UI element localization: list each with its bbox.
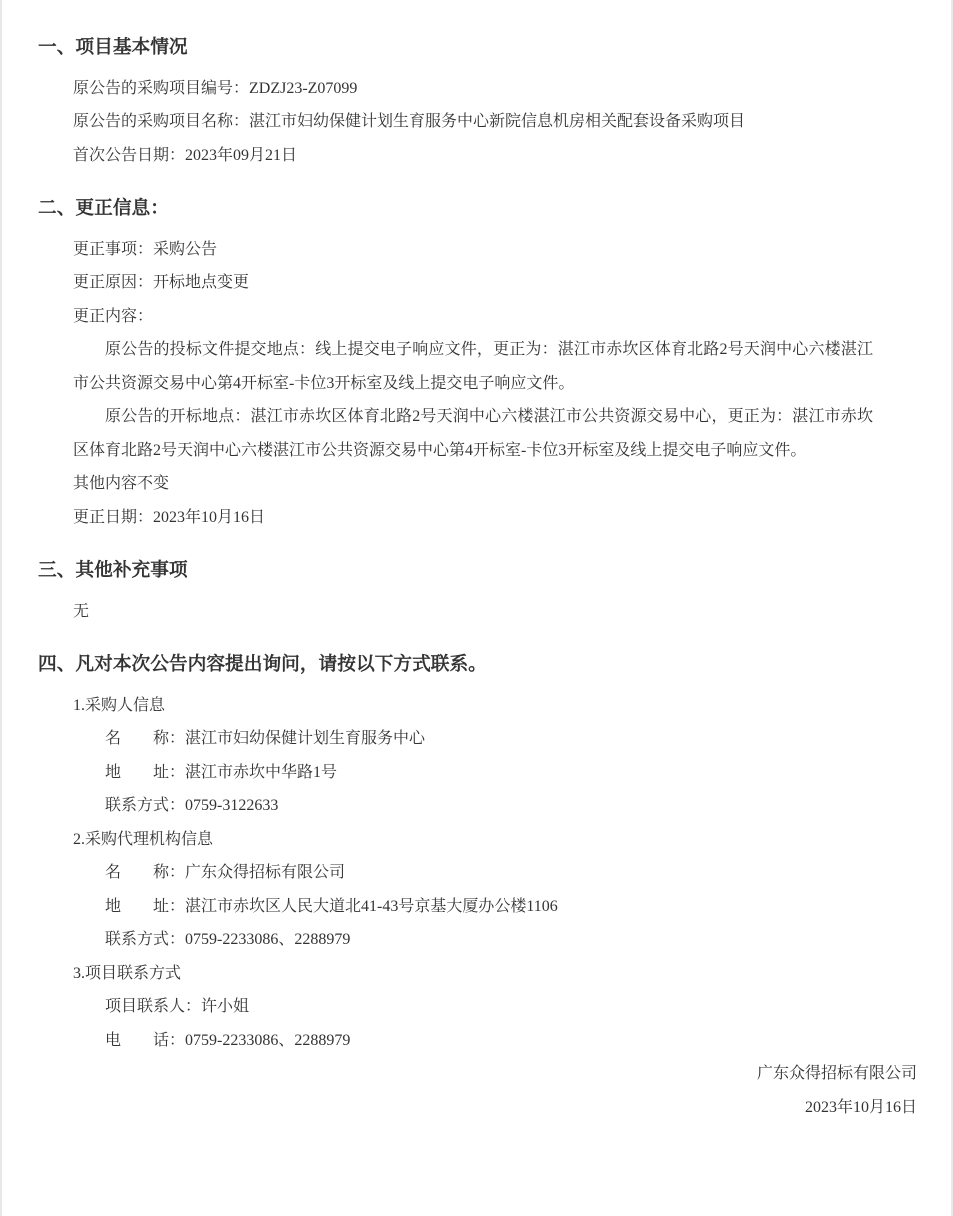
footer-date: 2023年10月16日	[804, 1098, 917, 1116]
original-project-code: 原公告的采购项目编号：ZDZJ23-Z07099	[73, 79, 358, 97]
section-4-heading: 四、凡对本次公告内容提出询问，请按以下方式联系。	[38, 654, 487, 675]
project-contact-phone: 电 话：0759-2233086、2288979	[105, 1031, 351, 1049]
footer-company: 广东众得招标有限公司	[756, 1065, 917, 1082]
purchaser-name: 名 称：湛江市妇幼保健计划生育服务中心	[105, 730, 426, 747]
correction-content-label: 更正内容：	[73, 307, 154, 325]
section-3-heading: 三、其他补充事项	[38, 560, 188, 581]
agency-address: 地 址：湛江市赤坎区人民大道北41-43号京基大厦办公楼1106	[105, 897, 558, 915]
other-content-unchanged: 其他内容不变	[73, 475, 170, 492]
signature-block	[38, 1057, 917, 1124]
correction-reason: 更正原因：开标地点变更	[73, 274, 250, 291]
purchaser-address: 地 址：湛江市赤坎中华路1号	[105, 763, 338, 781]
purchaser-info-title: 1.采购人信息	[73, 696, 166, 714]
section-2-heading: 二、更正信息：	[38, 198, 169, 219]
first-announcement-date: 首次公告日期：2023年09月21日	[73, 146, 298, 164]
correction-date: 更正日期：2023年10月16日	[73, 508, 266, 526]
supplementary-none: 无	[73, 602, 90, 620]
correction-paragraph-submission-location: 原公告的投标文件提交地点：线上提交电子响应文件，更正为：湛江市赤坎区体育北路2号天润中心六楼湛江市公共资源交易中心第4开标室-卡位3开标室及线上提交电子响应文件。	[73, 341, 873, 392]
original-project-name: 原公告的采购项目名称：湛江市妇幼保健计划生育服务中心新院信息机房相关配套设备采购项目	[73, 113, 746, 130]
correction-paragraph-bid-opening-location: 原公告的开标地点：湛江市赤坎区体育北路2号天润中心六楼湛江市公共资源交易中心，更正为：湛江市赤坎区体育北路2号天润中心六楼湛江市公共资源交易中心第4开标室-卡位3开标室及线上提交电子响应文件。	[73, 408, 873, 459]
purchaser-contact: 联系方式：0759-3122633	[105, 797, 279, 814]
correction-item: 更正事项：采购公告	[73, 240, 218, 258]
agency-name: 名 称：广东众得招标有限公司	[105, 864, 346, 881]
agency-contact: 联系方式：0759-2233086、2288979	[105, 931, 351, 948]
section-1-heading: 一、项目基本情况	[38, 37, 188, 58]
project-contact-person: 项目联系人：许小姐	[105, 998, 250, 1015]
agency-info-title: 2.采购代理机构信息	[73, 830, 214, 848]
project-contact-title: 3.项目联系方式	[73, 964, 182, 982]
